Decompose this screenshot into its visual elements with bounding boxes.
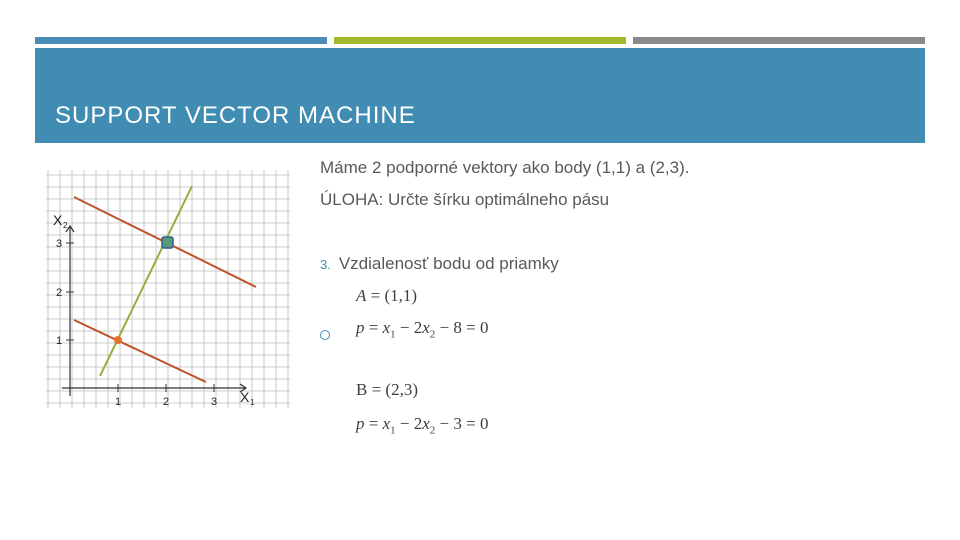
equation-line-b: $p = x_1 - 2x_2 - 3 = 0$ <box>356 414 489 437</box>
y-axis-label: X <box>53 212 63 228</box>
y-tick-1: 1 <box>56 335 63 347</box>
x-tick-3: 3 <box>211 396 218 408</box>
list-item-3 <box>320 254 559 274</box>
equation-point-a: A = (1,1) <box>356 286 418 305</box>
y-axis-label-sub: 2 <box>63 221 68 230</box>
x-axis-label: X <box>240 389 250 405</box>
support-point-b <box>162 237 173 248</box>
svm-graph <box>46 170 290 408</box>
slide-title: SUPPORT VECTOR MACHINE <box>55 102 416 129</box>
y-tick-2: 2 <box>56 287 63 299</box>
list-number: 3. <box>320 257 331 272</box>
x-tick-1: 1 <box>115 396 122 408</box>
top-bar-green <box>334 37 626 44</box>
equation-point-b: B = (2,3) <box>356 380 419 399</box>
graph-axes <box>62 226 246 396</box>
slide-header <box>35 48 925 143</box>
top-bar-blue <box>35 37 327 44</box>
top-bar-gray <box>633 37 925 44</box>
content-line-2: ÚLOHA: Určte šírku optimálneho pásu <box>320 190 610 209</box>
support-point-a <box>114 336 122 344</box>
graph-grid <box>46 170 290 408</box>
perpendicular-line <box>100 186 192 376</box>
bullet-ring-icon <box>320 330 330 340</box>
list-text: Vzdialenosť bodu od priamky <box>338 254 559 273</box>
equation-line-a: $p = x_1 - 2x_2 - 8 = 0$ <box>356 318 489 341</box>
content-line-1: Máme 2 podporné vektory ako body (1,1) a (2,3). <box>320 158 690 177</box>
x-axis-label-sub: 1 <box>250 398 255 407</box>
y-tick-3: 3 <box>56 238 63 250</box>
lower-margin-line <box>74 320 206 382</box>
x-tick-2: 2 <box>163 396 170 408</box>
